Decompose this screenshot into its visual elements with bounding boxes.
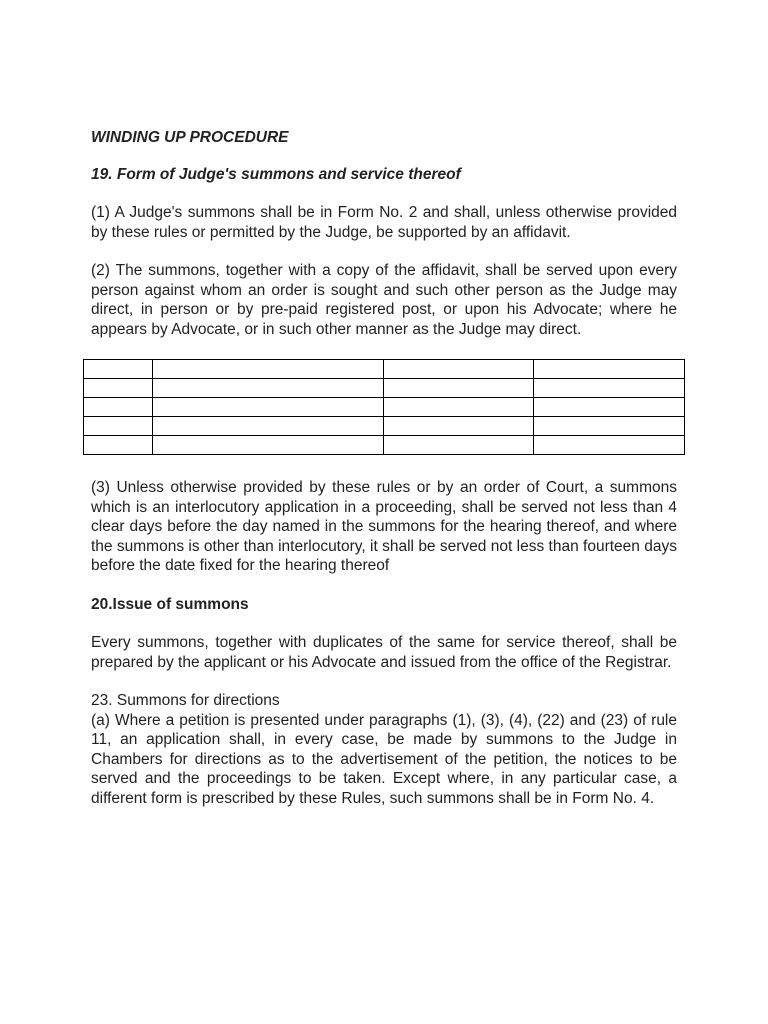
section-19-paragraph-3: (3) Unless otherwise provided by these rules or by an order of Court, a summons which is an interlocutory application in a proceeding, shall be served not less than 4 clear days before the day named in the summons for the hearing thereof, and where the summons is other than interlocutory, it shall be served not less than fourteen days before the date fixed for the hearing thereof [91, 479, 677, 574]
empty-table [83, 359, 685, 455]
table-cell [534, 436, 685, 455]
table-cell [384, 379, 534, 398]
table-cell [534, 379, 685, 398]
table-cell [153, 398, 384, 417]
table-cell [153, 417, 384, 436]
table-row [84, 360, 685, 379]
table-row [84, 417, 685, 436]
table-cell [534, 417, 685, 436]
section-23-paragraph: (a) Where a petition is presented under paragraphs (1), (3), (4), (22) and (23) of rule 11, an application shall, in every case, be made by summons to the Judge in Chambers for directions as to the advertisement of the petition, the notices to be served and the proceedings to be taken. Except where, in any particular case, a different form is prescribed by these Rules, such summons shall be in Form No. 4. [91, 711, 677, 807]
section-20-heading: 20.Issue of summons [91, 595, 249, 613]
table-cell [384, 417, 534, 436]
table-cell [153, 360, 384, 379]
table-cell [384, 398, 534, 417]
section-20-paragraph: Every summons, together with duplicates of the same for service thereof, shall be prepared by the applicant or his Advocate and issued from the office of the Registrar. [91, 634, 677, 671]
table-cell [384, 360, 534, 379]
document-page [91, 128, 677, 808]
table-cell [534, 398, 685, 417]
section-19-paragraph-2: (2) The summons, together with a copy of the affidavit, shall be served upon every person against whom an order is sought and such other person as the Judge may direct, in person or by pre-paid registered post, or upon his Advocate; where he appears by Advocate, or in such other manner as the Judge may direct. [91, 262, 677, 338]
table-cell [84, 379, 153, 398]
table-row [84, 379, 685, 398]
table-cell [84, 417, 153, 436]
table-cell [153, 379, 384, 398]
table-cell [84, 360, 153, 379]
table-cell [84, 436, 153, 455]
table-cell [384, 436, 534, 455]
document-title: WINDING UP PROCEDURE [91, 129, 289, 146]
table-row [84, 398, 685, 417]
section-23-heading: 23. Summons for directions [91, 692, 280, 709]
section-19-heading: 19. Form of Judge's summons and service thereof [91, 165, 461, 183]
table-cell [84, 398, 153, 417]
table-cell [153, 436, 384, 455]
table-row [84, 436, 685, 455]
table-cell [534, 360, 685, 379]
section-19-paragraph-1: (1) A Judge's summons shall be in Form No. 2 and shall, unless otherwise provided by these rules or permitted by the Judge, be supported by an affidavit. [91, 204, 677, 241]
